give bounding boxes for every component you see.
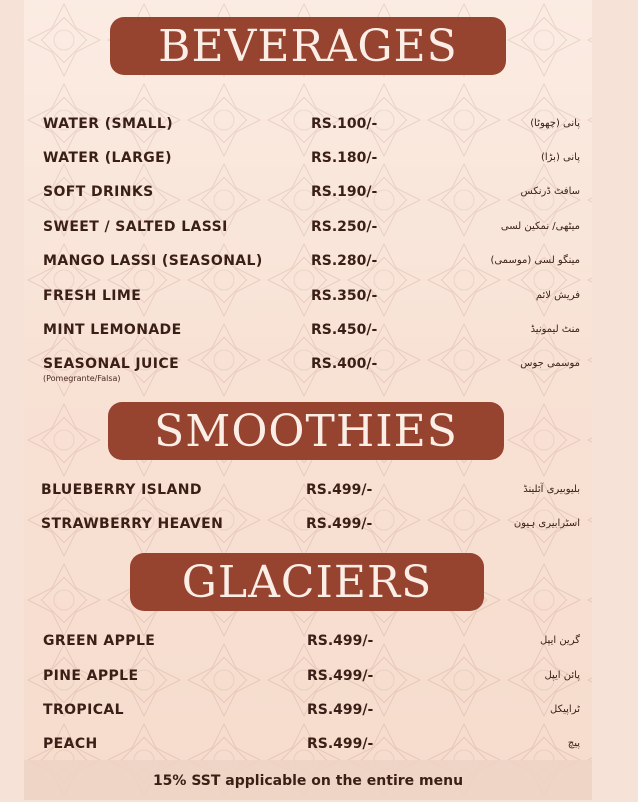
item-urdu-name: سافٹ ڈرنکس [520, 186, 580, 197]
item-price: RS.250/- [311, 219, 378, 235]
item-urdu-name: موسمی جوس [520, 358, 580, 369]
item-urdu-name: گرین ایپل [539, 635, 580, 646]
menu-row [24, 702, 592, 726]
item-price: RS.499/- [307, 668, 374, 684]
item-price: RS.350/- [311, 288, 378, 304]
item-price: RS.499/- [307, 633, 374, 649]
menu-row [24, 253, 592, 277]
menu-row [24, 184, 592, 208]
item-name: TROPICAL [43, 702, 124, 718]
item-urdu-name: پیچ [567, 738, 580, 749]
item-subtitle: (Pomegrante/Falsa) [43, 374, 121, 383]
item-name: MANGO LASSI (SEASONAL) [43, 253, 263, 269]
menu-row [24, 219, 592, 243]
item-price: RS.499/- [306, 516, 373, 532]
item-name: SOFT DRINKS [43, 184, 154, 200]
item-price: RS.450/- [311, 322, 378, 338]
item-name: MINT LEMONADE [43, 322, 182, 338]
beverages-title: BEVERAGES [158, 21, 458, 72]
menu-row [24, 516, 592, 540]
menu-row [24, 356, 592, 386]
tax-notice-footer [24, 760, 592, 800]
item-name: BLUEBERRY ISLAND [41, 482, 202, 498]
item-name: FRESH LIME [43, 288, 142, 304]
glaciers-banner [130, 553, 484, 611]
menu-row [24, 482, 592, 506]
menu-row [24, 736, 592, 760]
smoothies-title: SMOOTHIES [154, 406, 458, 457]
beverages-banner [110, 17, 506, 75]
item-name: PINE APPLE [43, 668, 139, 684]
item-name: SWEET / SALTED LASSI [43, 219, 228, 235]
item-urdu-name: اسٹرابیری ہیون [513, 518, 580, 529]
item-price: RS.499/- [306, 482, 373, 498]
item-name: STRAWBERRY HEAVEN [41, 516, 224, 532]
item-name: GREEN APPLE [43, 633, 156, 649]
item-price: RS.180/- [311, 150, 378, 166]
menu-row [24, 633, 592, 657]
item-urdu-name: بلیوبیری آئلینڈ [523, 484, 580, 495]
smoothies-banner [108, 402, 504, 460]
item-price: RS.280/- [311, 253, 378, 269]
item-urdu-name: پانی (چھوٹا) [530, 118, 580, 129]
item-name: SEASONAL JUICE [43, 356, 180, 372]
item-urdu-name: مینگو لسی (موسمی) [490, 255, 580, 266]
tax-notice-text: 15% SST applicable on the entire menu [152, 773, 464, 789]
item-urdu-name: فریش لائم [535, 290, 580, 301]
item-price: RS.499/- [307, 736, 374, 752]
item-price: RS.499/- [307, 702, 374, 718]
item-name: WATER (SMALL) [43, 116, 174, 132]
menu-row [24, 322, 592, 346]
menu-row [24, 668, 592, 692]
item-price: RS.190/- [311, 184, 378, 200]
item-urdu-name: پانی (بڑا) [540, 152, 580, 163]
item-urdu-name: پائن ایپل [544, 670, 580, 681]
item-name: WATER (LARGE) [43, 150, 172, 166]
item-urdu-name: ٹراپیکل [550, 704, 580, 715]
menu-row [24, 288, 592, 312]
menu-row [24, 150, 592, 174]
item-price: RS.400/- [311, 356, 378, 372]
item-name: PEACH [43, 736, 98, 752]
menu-row [24, 116, 592, 140]
item-price: RS.100/- [311, 116, 378, 132]
item-urdu-name: منٹ لیمونیڈ [530, 324, 580, 335]
item-urdu-name: میٹھی/ نمکین لسی [500, 221, 580, 232]
glaciers-title: GLACIERS [181, 557, 433, 608]
menu-page [24, 0, 592, 800]
